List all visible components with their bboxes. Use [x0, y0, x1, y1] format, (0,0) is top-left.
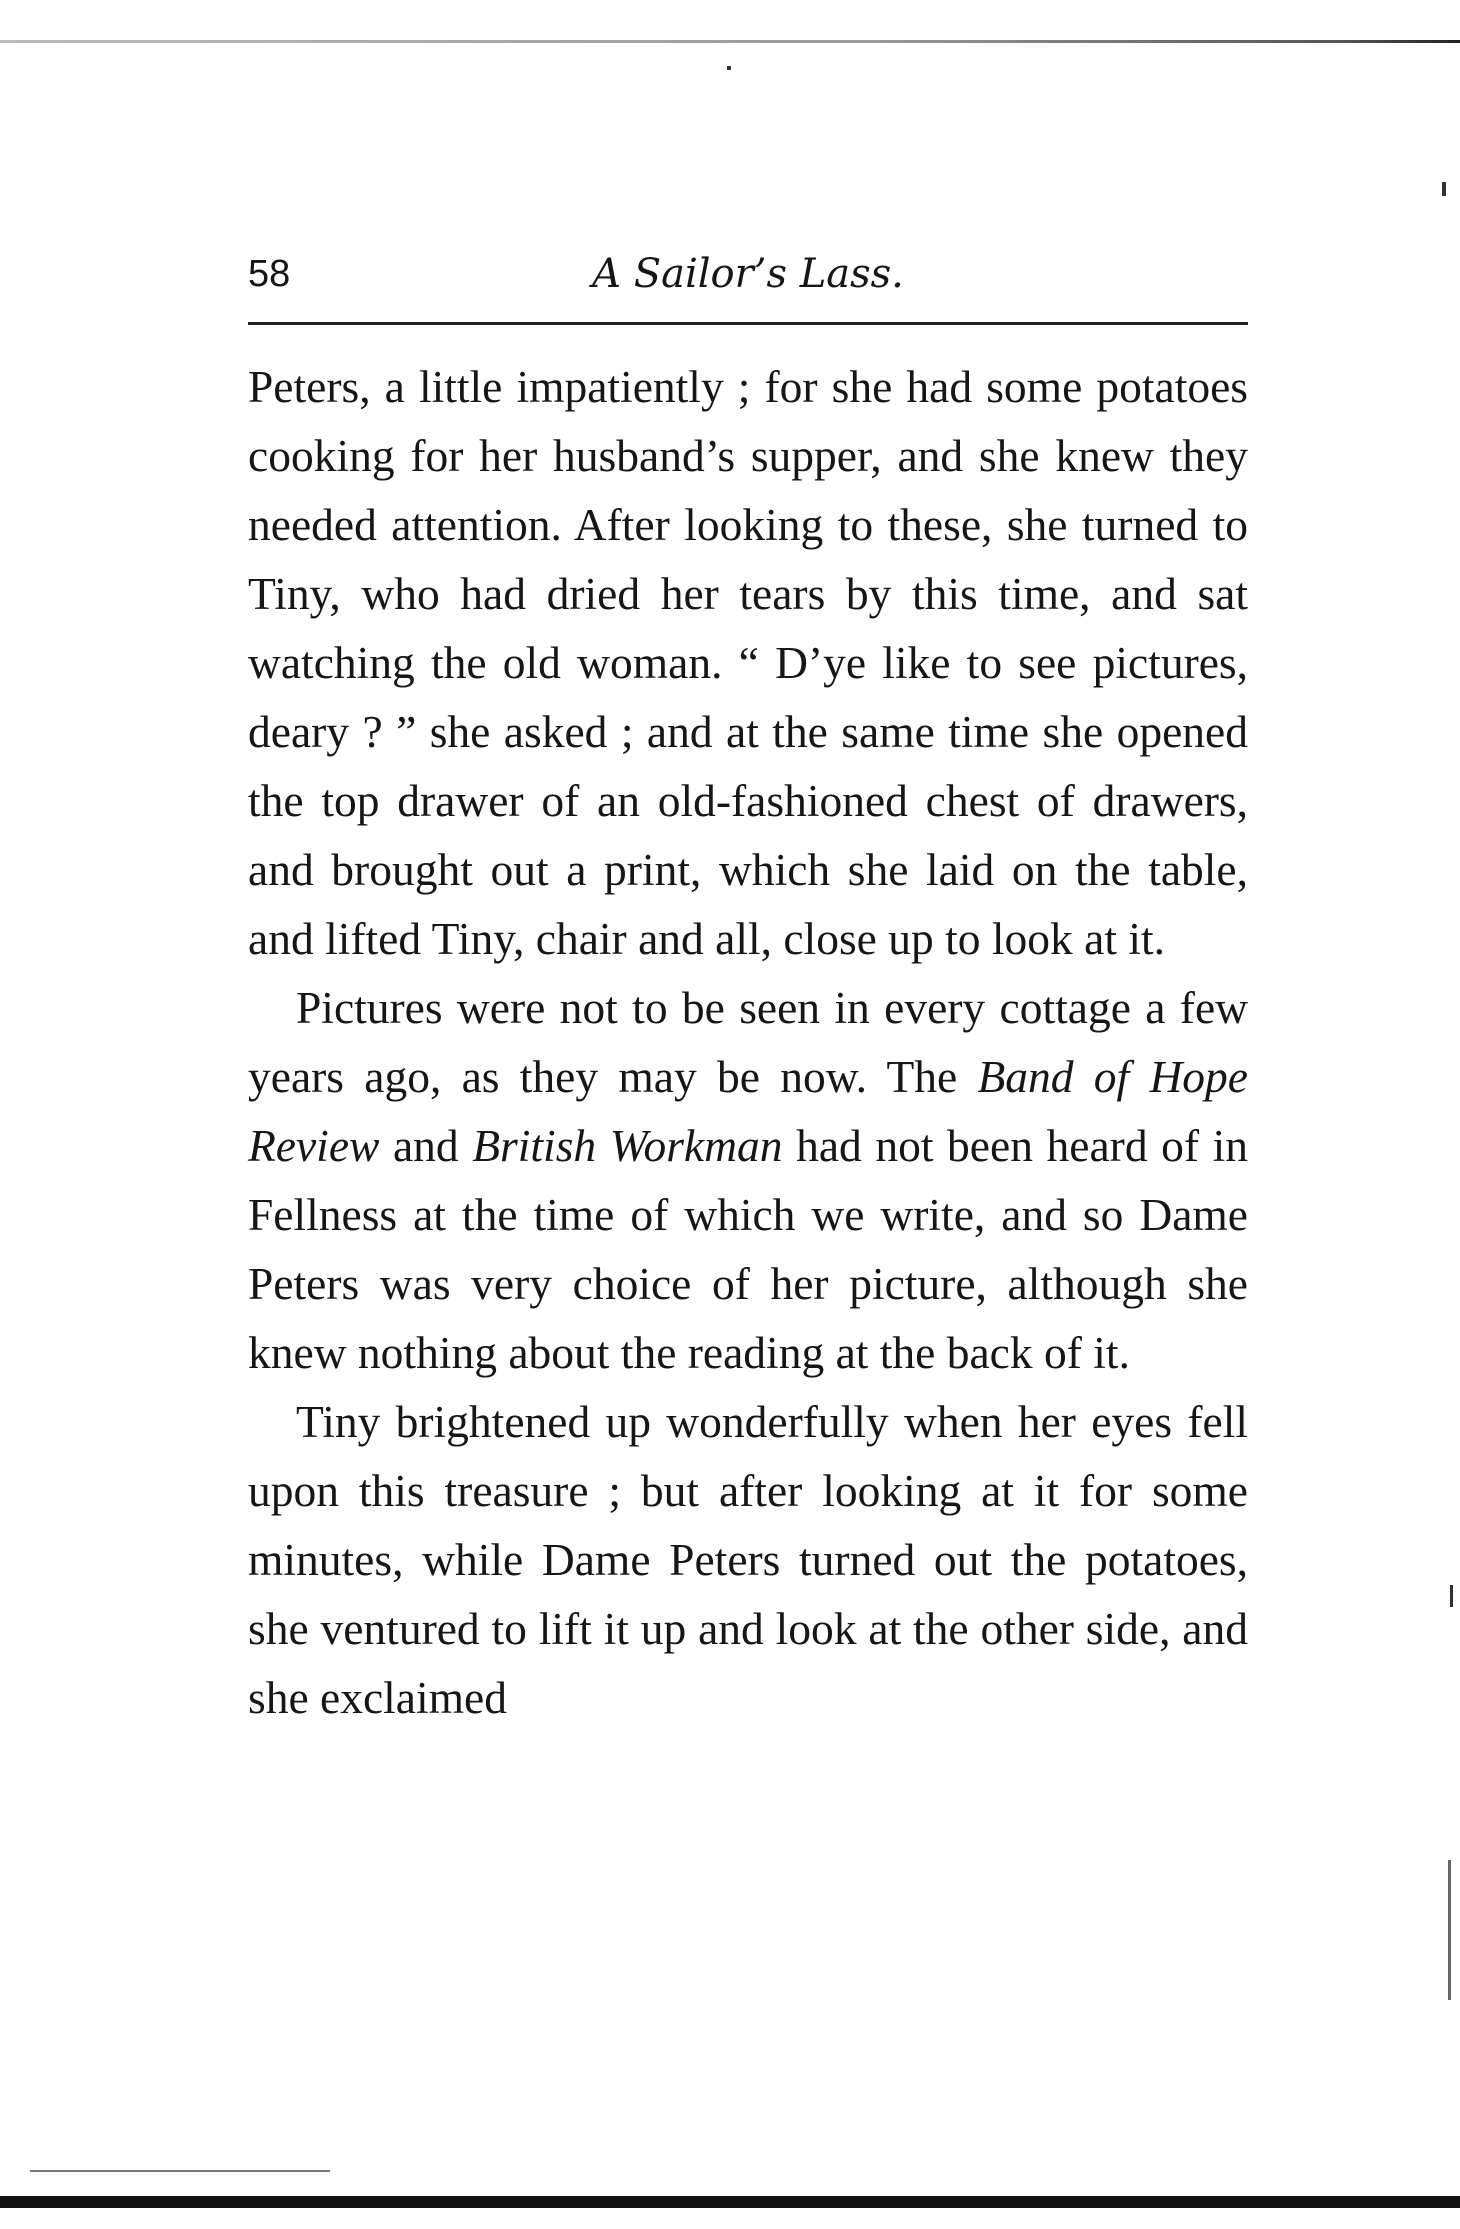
scan-speck: [727, 66, 731, 70]
page-header: [248, 246, 1248, 306]
british-workman-title: British Workman: [472, 1120, 783, 1171]
paragraph-1: Peters, a little impatiently ; for she had some potatoes cooking for her husband’s supper, and she knew they needed attention. After looking to these, she turned to Tiny, who had dried her tears by this time, and sat watching the old woman. “ D’ye like to see pictures, deary ? ” she asked ; and at the same time she opened the top drawer of an old-fashioned chest of drawers, and brought out a print, which she laid on the table, and lifted Tiny, chair and all, close up to look at it.: [248, 361, 1248, 964]
scan-top-edge: [0, 40, 1460, 43]
running-title: A Sailor’s Lass.: [592, 251, 904, 297]
scan-bottom-line: [30, 2170, 330, 2172]
scan-bottom-edge: [0, 2196, 1460, 2208]
header-rule: [248, 322, 1248, 325]
paragraph-2-text-a: Pictures were not to be seen in every cottage a few years ago, as they may be now. The: [248, 982, 1248, 1102]
page-number: 58: [248, 253, 291, 295]
body-text: [248, 352, 1248, 1732]
scan-speck: [1450, 1585, 1453, 1607]
scan-speck: [1442, 182, 1446, 196]
scan-speck: [1448, 1860, 1451, 2000]
paragraph-2: [248, 973, 1248, 1387]
band-of-hope-review-title: Band of Hope Review: [248, 1051, 1248, 1171]
paragraph-3: Tiny brightened up wonderfully when her eyes fell upon this treasure ; but after looking at it for some minutes, while Dame Peters turned out the potatoes, she ventured to lift it up and look at the other side, and she exclaimed: [248, 1396, 1248, 1723]
paragraph-2-text-c: had not been heard of in Fellness at the time of which we write, and so Dame Peters was very choice of her picture, although she knew nothing about the reading at the back of it.: [248, 1120, 1249, 1378]
paragraph-2-text-b: and: [392, 1120, 459, 1171]
